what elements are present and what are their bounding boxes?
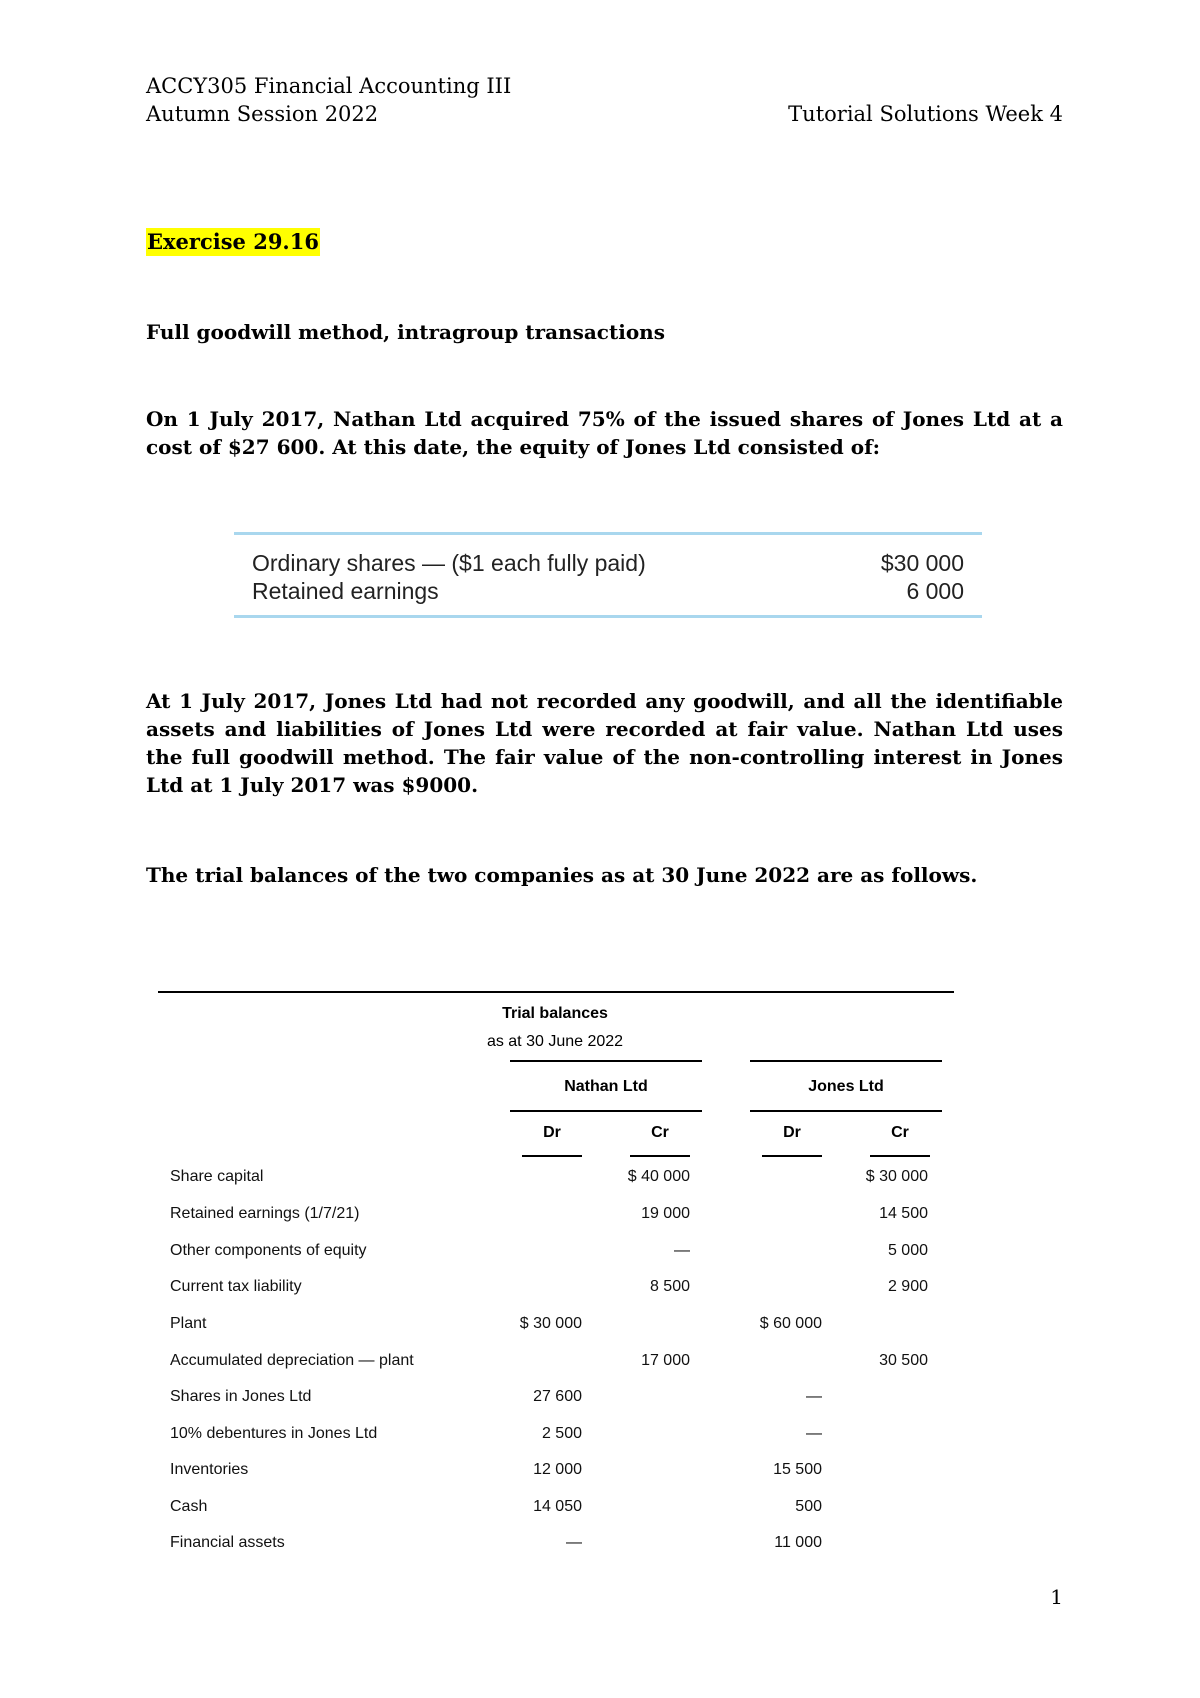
column-rule: [762, 1155, 822, 1157]
equity-row-label: Retained earnings: [252, 578, 439, 604]
row-label: Plant: [170, 1315, 207, 1332]
header-week-label: Tutorial Solutions Week 4: [788, 102, 1063, 126]
table-row: [0, 1242, 1200, 1266]
jones-cr-cell: 14 500: [879, 1205, 928, 1222]
row-label: Retained earnings (1/7/21): [170, 1205, 360, 1222]
jones-cr-cell: 30 500: [879, 1352, 928, 1369]
jones-dr-cell: 15 500: [773, 1461, 822, 1478]
row-label: Shares in Jones Ltd: [170, 1388, 312, 1405]
jones-dr-cell: 11 000: [774, 1534, 822, 1551]
table-row: [0, 1315, 1200, 1339]
equity-row-value: $30 000: [880, 550, 964, 576]
company-rule-top: [750, 1060, 942, 1062]
row-label: Share capital: [170, 1168, 264, 1185]
company-name-nathan: Nathan Ltd: [564, 1078, 648, 1095]
nathan-dr-cell: 12 000: [533, 1461, 582, 1478]
trial-balance-title: Trial balances: [502, 1005, 608, 1022]
jones-dr-cell: —: [806, 1388, 822, 1405]
column-rule: [522, 1155, 582, 1157]
column-rule: [870, 1155, 930, 1157]
row-label: 10% debentures in Jones Ltd: [170, 1425, 378, 1442]
course-title: ACCY305 Financial Accounting III: [146, 74, 512, 98]
nathan-dr-cell: 2 500: [541, 1425, 582, 1442]
table-row: [0, 1425, 1200, 1449]
table-row: [0, 1388, 1200, 1412]
jones-dr-cell: 500: [795, 1498, 822, 1515]
nathan-dr-cell: —: [566, 1534, 582, 1551]
jones-cr-cell: 5 000: [887, 1242, 928, 1259]
row-label: Current tax liability: [170, 1278, 302, 1295]
equity-row: [234, 549, 982, 577]
nathan-dr-cell: $ 30 000: [519, 1315, 582, 1332]
company-name-jones: Jones Ltd: [808, 1078, 884, 1095]
company-rule-bottom: [510, 1110, 702, 1112]
column-header-nathan-dr: Dr: [543, 1124, 561, 1141]
table-row: [0, 1534, 1200, 1558]
equity-row-value: 6 000: [906, 578, 964, 604]
jones-dr-cell: —: [806, 1425, 822, 1442]
trial-balance-subtitle: as at 30 June 2022: [486, 1033, 624, 1050]
row-label: Cash: [170, 1498, 208, 1515]
table-row: [0, 1205, 1200, 1229]
paragraph-acquisition: On 1 July 2017, Nathan Ltd acquired 75% of the issued shares of Jones Ltd at a cost of $27 600. At this date, the equity of Jones Ltd consisted of:: [146, 407, 1063, 459]
table-row: [0, 1461, 1200, 1485]
nathan-cr-cell: —: [674, 1242, 690, 1259]
nathan-dr-cell: 27 600: [533, 1388, 582, 1405]
column-header-jones-dr: Dr: [783, 1124, 801, 1141]
company-rule-top: [510, 1060, 702, 1062]
nathan-dr-cell: 14 050: [533, 1498, 582, 1515]
row-label: Financial assets: [170, 1534, 285, 1551]
table-row: [0, 1352, 1200, 1376]
exercise-subtitle: Full goodwill method, intragroup transactions: [146, 320, 665, 344]
equity-table: [234, 532, 982, 618]
table-row: [0, 1168, 1200, 1192]
row-label: Inventories: [170, 1461, 249, 1478]
nathan-cr-cell: 8 500: [649, 1278, 690, 1295]
company-rule-bottom: [750, 1110, 942, 1112]
document-header-left: [146, 72, 511, 128]
row-label: Other components of equity: [170, 1242, 367, 1259]
nathan-cr-cell: 19 000: [641, 1205, 690, 1222]
equity-row-label: Ordinary shares — ($1 each fully paid): [252, 550, 646, 576]
paragraph-trial-balances-intro: The trial balances of the two companies as at 30 June 2022 are as follows.: [146, 863, 978, 887]
jones-dr-cell: $ 60 000: [759, 1315, 822, 1332]
equity-row: [234, 577, 982, 605]
page-number: 1: [1050, 1585, 1063, 1609]
exercise-title: Exercise 29.16: [147, 229, 319, 254]
table-top-rule: [158, 991, 954, 993]
column-header-nathan-cr: Cr: [651, 1124, 669, 1141]
row-label: Accumulated depreciation — plant: [170, 1352, 414, 1369]
table-row: [0, 1278, 1200, 1302]
nathan-cr-cell: $ 40 000: [627, 1168, 690, 1185]
paragraph-goodwill: At 1 July 2017, Jones Ltd had not recorded any goodwill, and all the identifiable assets and liabilities of Jones Ltd were recorded at fair value. Nathan Ltd uses the full goodwill method. The fair value of the non-controlling interest in Jones Ltd at 1 July 2017 was $9000.: [146, 689, 1063, 797]
jones-cr-cell: $ 30 000: [865, 1168, 928, 1185]
jones-cr-cell: 2 900: [887, 1278, 928, 1295]
session-label: Autumn Session 2022: [146, 102, 379, 126]
table-row: [0, 1498, 1200, 1522]
column-rule: [630, 1155, 690, 1157]
column-header-jones-cr: Cr: [891, 1124, 909, 1141]
nathan-cr-cell: 17 000: [641, 1352, 690, 1369]
